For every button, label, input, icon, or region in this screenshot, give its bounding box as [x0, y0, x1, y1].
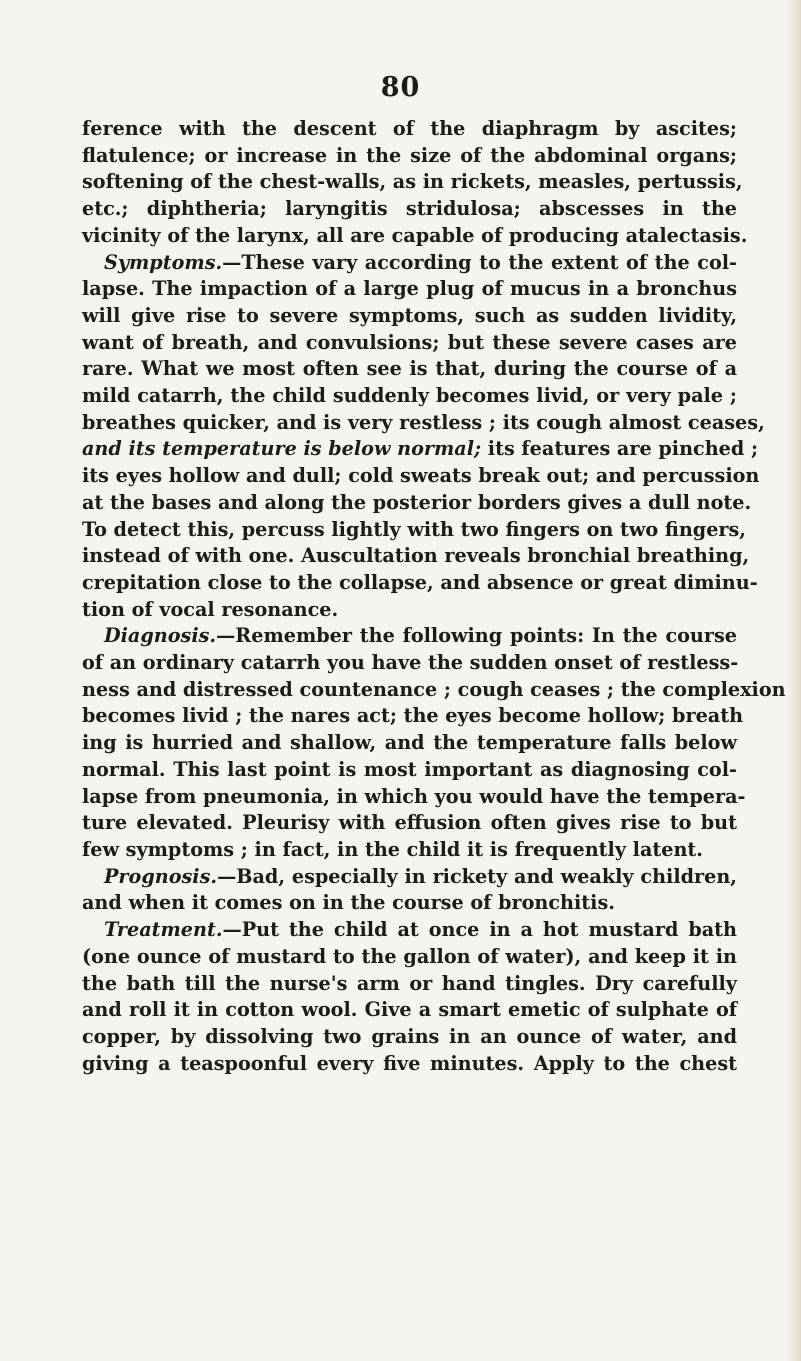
- text-segment: copper, by dissolving two grains in an ounce of water, and: [82, 1024, 737, 1048]
- text-line: [82, 276, 737, 303]
- text-line: [82, 330, 737, 357]
- text-line: [82, 570, 758, 597]
- text-segment: softening of the chest-walls, as in rickets, measles, pertussis,: [82, 170, 743, 194]
- text-line: [82, 650, 737, 677]
- text-segment: —Bad, especially in rickety and weakly children,: [217, 864, 737, 888]
- section-heading: Diagnosis.: [104, 624, 217, 648]
- text-line: [82, 436, 759, 463]
- text-segment: at the bases and along the posterior borders gives a dull note.: [82, 490, 752, 514]
- text-segment: of an ordinary catarrh you have the sudden onset of restless-: [82, 651, 739, 675]
- text-line: [82, 383, 737, 410]
- text-line: [82, 623, 737, 650]
- body-text: [82, 116, 786, 1077]
- text-segment: will give rise to severe symptoms, such as sudden lividity,: [82, 303, 737, 327]
- text-line: [82, 890, 737, 917]
- text-line: [82, 677, 786, 704]
- text-segment: its eyes hollow and dull; cold sweats break out; and percussion: [82, 464, 760, 488]
- section-heading: Symptoms.: [104, 250, 223, 274]
- text-segment: and when it comes on in the course of bronchitis.: [82, 891, 615, 915]
- page-edge-shadow: [787, 0, 801, 1361]
- text-segment: instead of with one. Auscultation reveals bronchial breathing,: [82, 544, 750, 568]
- text-line: [82, 1024, 737, 1051]
- text-segment: and roll it in cotton wool. Give a smart emetic of sulphate of: [82, 998, 737, 1022]
- text-line: [82, 463, 760, 490]
- text-segment: ness and distressed countenance ; cough ceases ; the complexion: [82, 677, 786, 701]
- text-segment: its features are pinched ;: [481, 437, 759, 461]
- text-segment: ture elevated. Pleurisy with effusion often gives rise to but: [82, 811, 737, 835]
- text-segment: —Remember the following points: In the course: [216, 624, 737, 648]
- text-segment: lapse from pneumonia, in which you would have the tempera-: [82, 784, 746, 808]
- text-line: [82, 864, 737, 891]
- page-number: 80: [380, 72, 421, 103]
- text-segment: normal. This last point is most important as diagnosing col-: [82, 757, 737, 781]
- text-line: [82, 997, 737, 1024]
- text-line: [82, 810, 737, 837]
- text-line: [82, 303, 737, 330]
- text-line: [82, 490, 752, 517]
- text-line: [82, 143, 737, 170]
- text-segment: few symptoms ; in fact, in the child it is frequently latent.: [82, 837, 703, 861]
- section-heading: and its temperature is below normal;: [82, 437, 482, 461]
- text-segment: vicinity of the larynx, all are capable of producing atalectasis.: [82, 223, 748, 247]
- text-line: [82, 703, 744, 730]
- text-line: [82, 543, 750, 570]
- text-line: [82, 917, 737, 944]
- text-line: [82, 169, 743, 196]
- text-segment: giving a teaspoonful every five minutes. Apply to the chest: [82, 1051, 737, 1075]
- text-segment: flatulence; or increase in the size of the abdominal organs;: [82, 143, 737, 167]
- text-line: [82, 356, 737, 383]
- text-segment: ference with the descent of the diaphragm by ascites;: [82, 117, 737, 140]
- text-line: [82, 784, 746, 811]
- text-line: [82, 944, 737, 971]
- text-segment: etc.; diphtheria; laryngitis stridulosa; abscesses in the: [82, 197, 737, 221]
- text-line: [82, 730, 737, 757]
- section-heading: Prognosis.: [104, 864, 218, 888]
- text-line: [82, 410, 765, 437]
- text-segment: mild catarrh, the child suddenly becomes livid, or very pale ;: [82, 384, 737, 408]
- text-segment: To detect this, percuss lightly with two fingers on two fingers,: [82, 517, 746, 541]
- text-line: [82, 837, 737, 864]
- text-segment: (one ounce of mustard to the gallon of water), and keep it in: [82, 944, 737, 968]
- text-segment: crepitation close to the collapse, and absence or great diminu-: [82, 570, 758, 594]
- text-line: [82, 196, 737, 223]
- text-segment: ing is hurried and shallow, and the temperature falls below: [82, 731, 737, 755]
- text-line: [82, 223, 748, 250]
- text-line: [82, 116, 737, 143]
- section-heading: Treatment.: [104, 918, 223, 942]
- text-segment: —Put the child at once in a hot mustard bath: [222, 918, 737, 942]
- text-segment: lapse. The impaction of a large plug of mucus in a bronchus: [82, 277, 737, 301]
- text-line: [82, 757, 737, 784]
- text-line: [82, 971, 737, 998]
- text-segment: becomes livid ; the nares act; the eyes become hollow; breath: [82, 704, 744, 728]
- text-line: [82, 517, 746, 544]
- text-line: [82, 597, 737, 624]
- text-segment: —These vary according to the extent of the col-: [222, 250, 737, 274]
- text-line: [82, 250, 737, 277]
- text-segment: want of breath, and convulsions; but these severe cases are: [82, 330, 737, 354]
- text-segment: tion of vocal resonance.: [82, 597, 339, 621]
- text-segment: breathes quicker, and is very restless ; its cough almost ceases,: [82, 410, 765, 434]
- text-line: [82, 1051, 737, 1078]
- text-segment: rare. What we most often see is that, during the course of a: [82, 357, 737, 381]
- text-segment: the bath till the nurse's arm or hand tingles. Dry carefully: [82, 971, 737, 995]
